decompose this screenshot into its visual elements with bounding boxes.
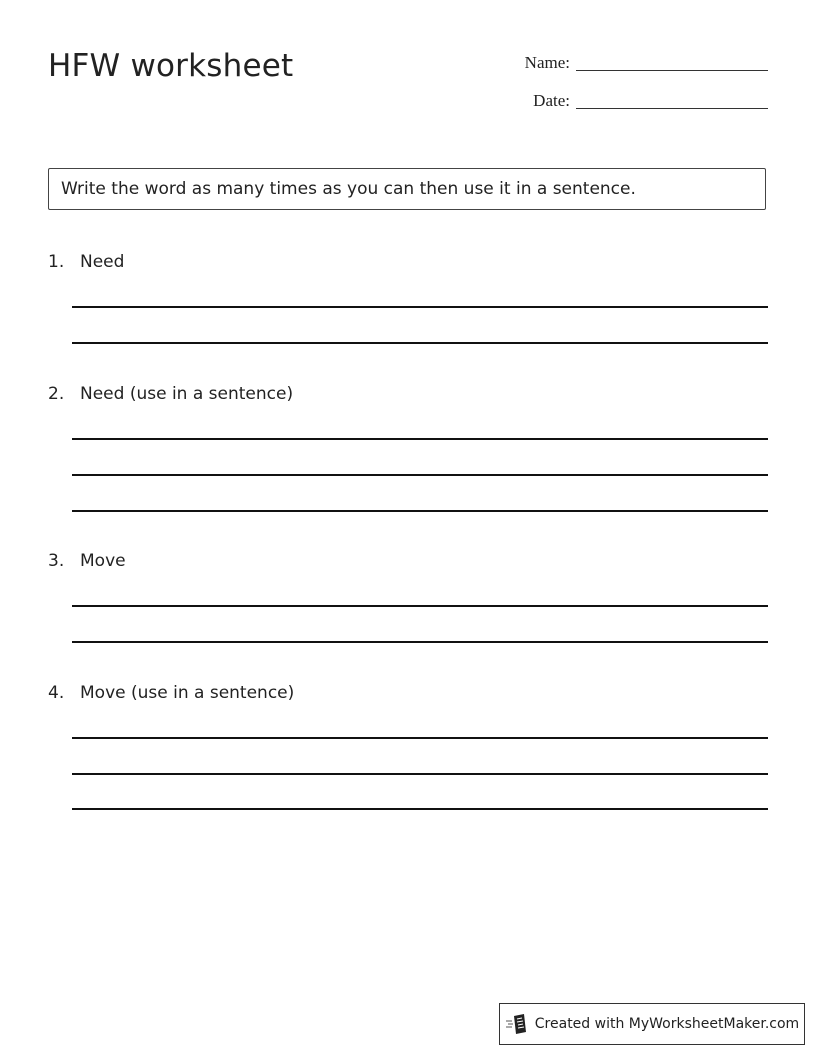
writing-line (72, 510, 768, 512)
writing-line (72, 342, 768, 344)
writing-line (72, 474, 768, 476)
writing-line (72, 641, 768, 643)
instructions-text: Write the word as many times as you can then use it in a sentence. (61, 179, 636, 199)
question-number: 3. (48, 551, 65, 571)
question-1 (48, 252, 124, 272)
question-text: Need (80, 252, 125, 272)
question-4 (48, 683, 294, 703)
page-title: HFW worksheet (48, 48, 294, 84)
question-text: Move (use in a sentence) (80, 683, 295, 703)
footer-credit (499, 1003, 805, 1045)
worksheet-logo-icon (505, 1013, 529, 1035)
writing-line (72, 808, 768, 810)
question-3 (48, 551, 126, 571)
question-text: Move (80, 551, 126, 571)
date-field (533, 91, 768, 111)
instructions-box (48, 168, 766, 210)
date-label: Date: (533, 91, 570, 110)
footer-text: Created with MyWorksheetMaker.com (534, 1016, 800, 1032)
writing-line (72, 605, 768, 607)
writing-line (72, 438, 768, 440)
question-number: 2. (48, 384, 65, 404)
writing-line (72, 773, 768, 775)
date-blank-line (576, 107, 768, 109)
name-label: Name: (524, 53, 570, 72)
writing-line (72, 306, 768, 308)
writing-line (72, 737, 768, 739)
question-text: Need (use in a sentence) (80, 384, 294, 404)
name-field (525, 53, 768, 73)
question-number: 1. (48, 252, 65, 272)
question-number: 4. (48, 683, 65, 703)
name-blank-line (576, 69, 768, 71)
question-2 (48, 384, 293, 404)
